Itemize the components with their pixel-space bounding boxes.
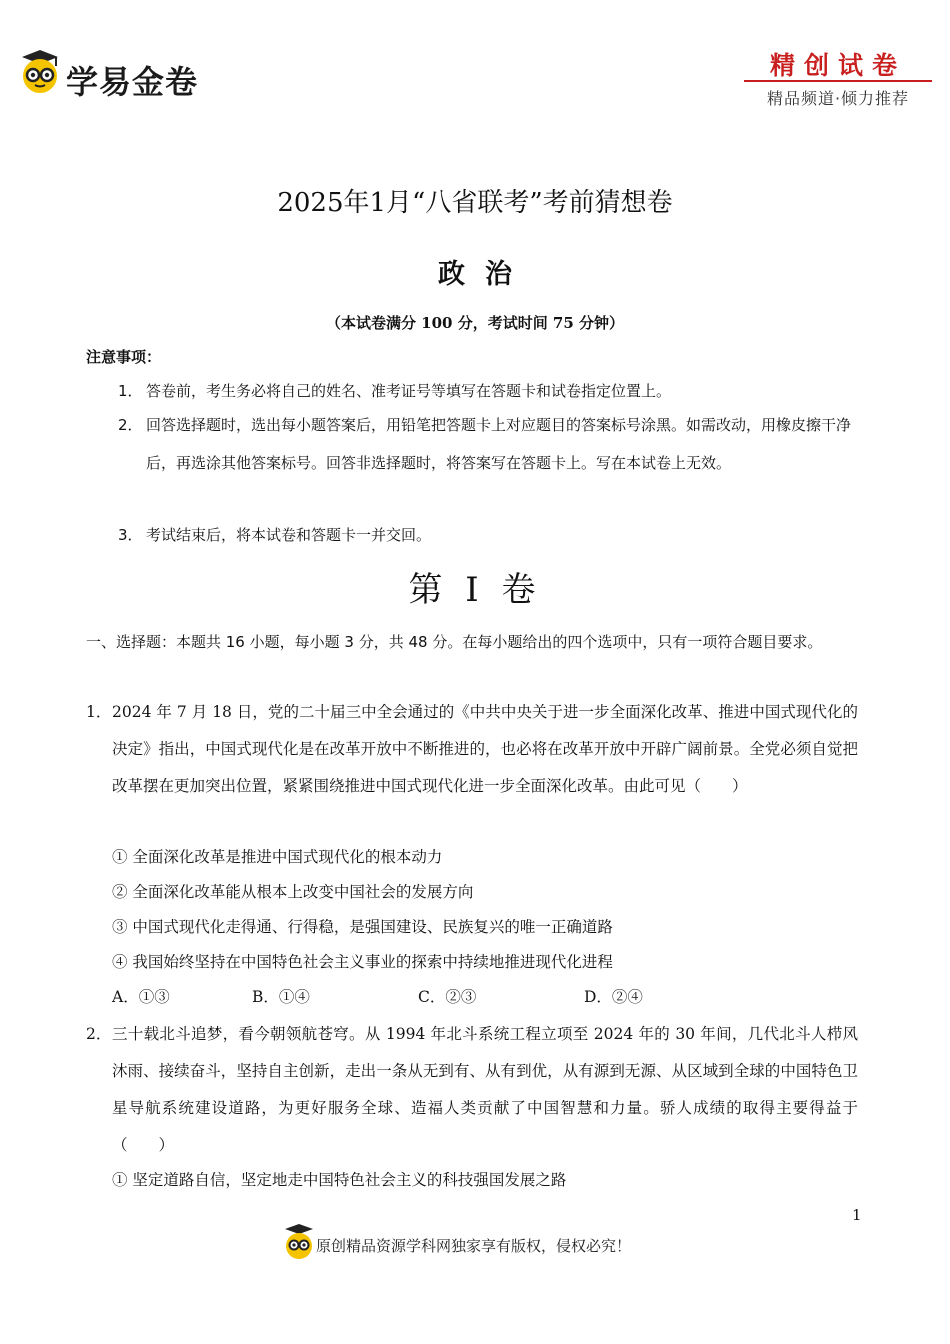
question-stem <box>86 694 858 805</box>
question-stem <box>86 1016 858 1164</box>
answer-choice-d: D．②④ <box>584 988 643 1006</box>
question-option: ① 坚定道路自信，坚定地走中国特色社会主义的科技强国发展之路 <box>112 1171 567 1189</box>
section-heading: 一、选择题：本题共 16 小题，每小题 3 分，共 48 分。在每小题给出的四个选项中，只有一项符合题目要求。 <box>86 633 823 651</box>
volume-title: 第 I 卷 <box>408 570 542 610</box>
footer-owl-icon <box>282 1222 316 1260</box>
question-number: 2． <box>86 1025 112 1043</box>
question-number: 1． <box>86 703 112 721</box>
question-option: ③ 中国式现代化走得通、行得稳，是强国建设、民族复兴的唯一正确道路 <box>112 918 613 936</box>
notice-item <box>118 406 866 482</box>
brand-title: 精创试卷 <box>769 51 906 80</box>
notice-number: 3． <box>118 526 143 544</box>
brand-divider <box>744 80 932 82</box>
notice-text: 答卷前，考生务必将自己的姓名、准考证号等填写在答题卡和试卷指定位置上。 <box>146 382 672 400</box>
notice-heading: 注意事项： <box>86 348 162 366</box>
logo-text: 学易金卷 <box>66 63 199 101</box>
answer-choice-a: A．①③ <box>112 988 170 1006</box>
notice-number: 1． <box>118 382 143 400</box>
notice-item <box>118 516 866 554</box>
notice-text: 回答选择题时，选出每小题答案后，用铅笔把答题卡上对应题目的答案标号涂黑。如需改动，用橡皮擦干净后，再选涂其他答案标号。回答非选择题时，将答案写在答题卡上。写在本试卷上无效。 <box>146 416 852 472</box>
score-note: （本试卷满分 100 分，考试时间 75 分钟） <box>325 314 625 332</box>
question-option: ④ 我国始终坚持在中国特色社会主义事业的探索中持续地推进现代化进程 <box>112 953 613 971</box>
notice-number: 2． <box>118 416 143 434</box>
notice-item <box>118 372 866 410</box>
logo-owl-icon <box>18 48 62 94</box>
brand-subtitle: 精品频道·倾力推荐 <box>766 89 910 108</box>
question-text: 2024 年 7 月 18 日，党的二十届三中全会通过的《中共中央关于进一步全面深化改革、推进中国式现代化的决定》指出，中国式现代化是在改革开放中不断推进的，也必将在改革开放中开辟广阔前景。全党必须自觉把改革摆在更加突出位置，紧紧围绕推进中国式现代化进一步全面深化改革。由此可见（ ） <box>112 703 858 795</box>
page-number: 1 <box>852 1206 862 1224</box>
exam-title: 2025年1月“八省联考”考前猜想卷 <box>277 188 673 218</box>
notice-text: 考试结束后，将本试卷和答题卡一并交回。 <box>146 526 432 544</box>
question-text: 三十载北斗追梦，看今朝领航苍穹。从 1994 年北斗系统工程立项至 2024 年的 30 年间，几代北斗人栉风沐雨、接续奋斗，坚持自主创新，走出一条从无到有、从有到优，从有源到无源、从区域到全球的中国特色卫星导航系统建设道路，为更好服务全球、造福人类贡献了中国智慧和力量。骄人成绩的取得主要得益于（ ） <box>112 1025 858 1154</box>
subject-title: 政治 <box>438 259 532 290</box>
copyright-notice: 原创精品资源学科网独家享有版权，侵权必究！ <box>316 1237 632 1255</box>
answer-choice-b: B．①④ <box>252 988 310 1006</box>
answer-choice-c: C．②③ <box>418 988 477 1006</box>
question-option: ① 全面深化改革是推进中国式现代化的根本动力 <box>112 848 443 866</box>
question-option: ② 全面深化改革能从根本上改变中国社会的发展方向 <box>112 883 474 901</box>
